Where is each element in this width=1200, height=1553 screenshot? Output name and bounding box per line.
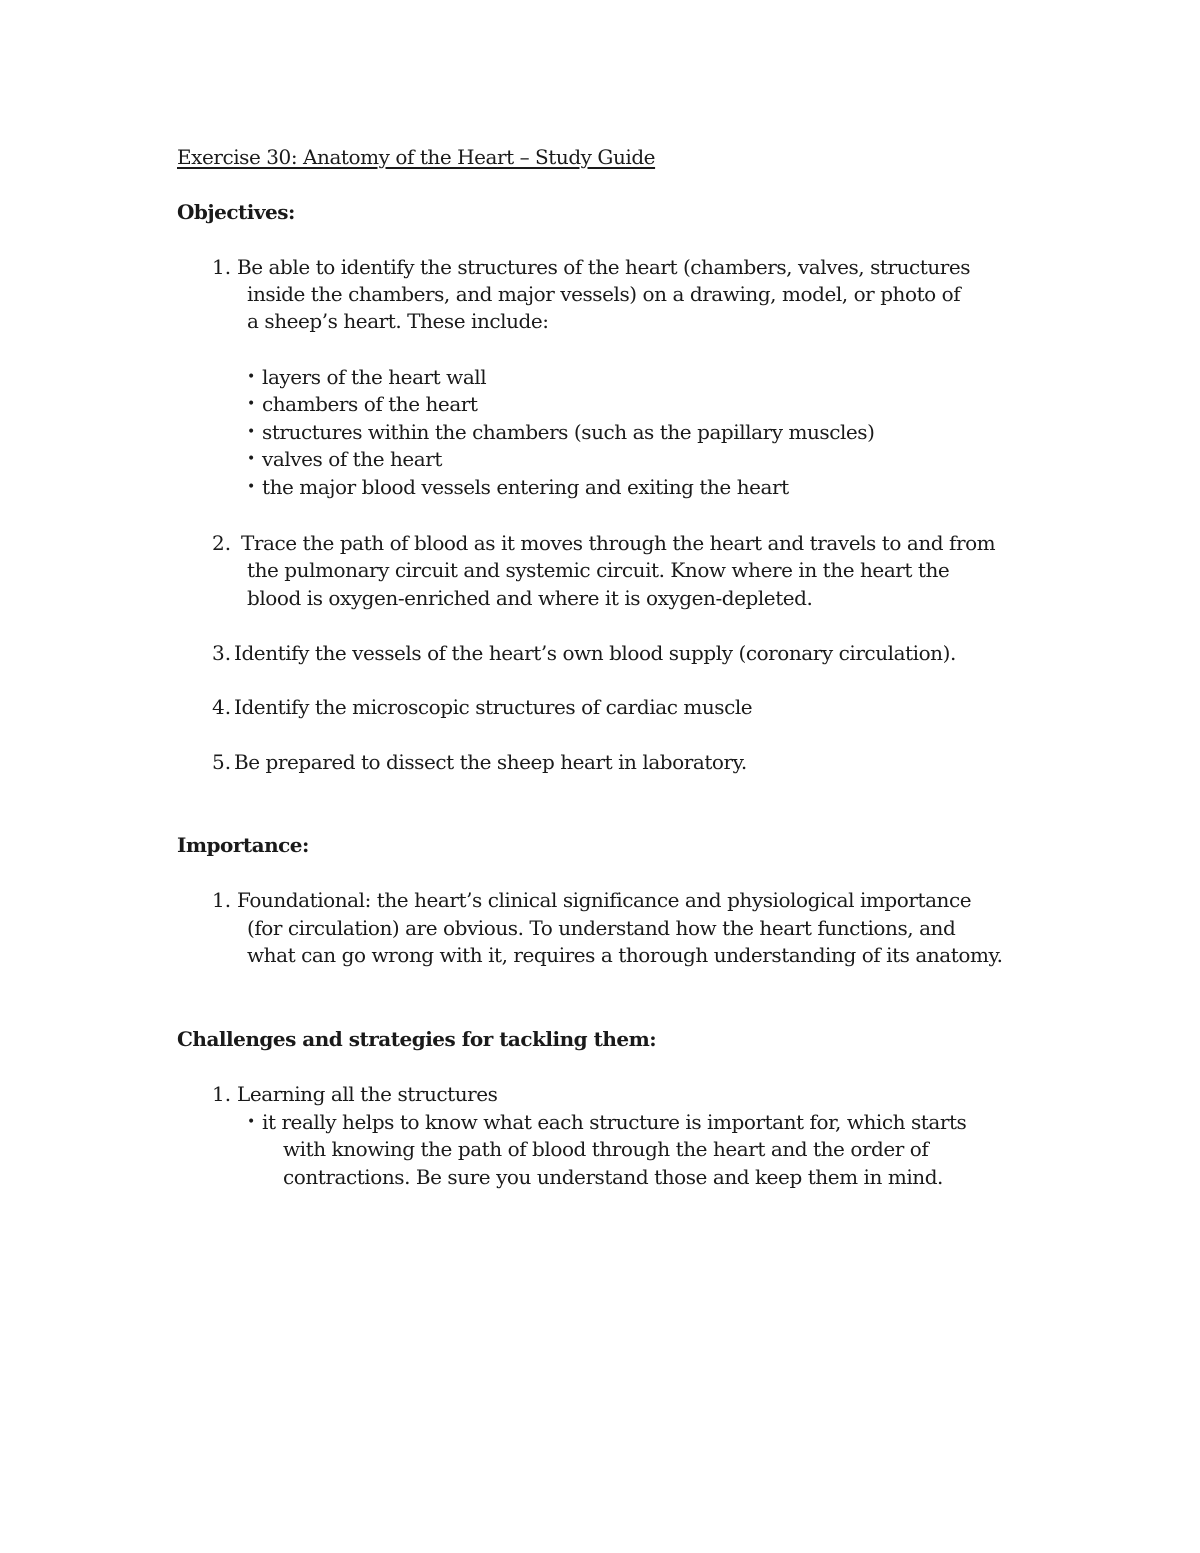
objective-1-bullet-5: the major blood vessels entering and exiting the heart bbox=[262, 475, 789, 499]
challenge-1-bullet-line-1: it really helps to know what each structure is important for, which starts bbox=[262, 1110, 967, 1134]
importance-1-line-2: (for circulation) are obvious. To understand how the heart functions, and bbox=[247, 916, 956, 940]
objective-3-number: 3. bbox=[212, 641, 232, 665]
document-title: Exercise 30: Anatomy of the Heart – Study Guide bbox=[177, 145, 656, 169]
objective-1-bullet-4: valves of the heart bbox=[262, 447, 442, 471]
objective-1-bullet-3: structures within the chambers (such as the papillary muscles) bbox=[262, 420, 875, 444]
challenge-1-number: 1. bbox=[212, 1082, 232, 1106]
challenge-1-text: Learning all the structures bbox=[237, 1082, 498, 1106]
bullet-icon: • bbox=[247, 396, 256, 412]
objectives-heading: Objectives: bbox=[177, 200, 295, 224]
objective-2-line-2: the pulmonary circuit and systemic circuit. Know where in the heart the bbox=[247, 558, 950, 582]
importance-1-number: 1. bbox=[212, 888, 232, 912]
objective-2-line-3: blood is oxygen-enriched and where it is oxygen-depleted. bbox=[247, 586, 813, 610]
objective-1-bullet-1: layers of the heart wall bbox=[262, 365, 487, 389]
objective-4-number: 4. bbox=[212, 695, 232, 719]
bullet-icon: • bbox=[247, 1114, 256, 1130]
objective-1-line-1: Be able to identify the structures of the heart (chambers, valves, structures bbox=[237, 255, 971, 279]
bullet-icon: • bbox=[247, 424, 256, 440]
objective-1-line-2: inside the chambers, and major vessels) on a drawing, model, or photo of bbox=[247, 282, 961, 306]
objective-2-number: 2. bbox=[212, 531, 232, 555]
objective-1-bullet-2: chambers of the heart bbox=[262, 392, 478, 416]
challenge-1-bullet-line-2: with knowing the path of blood through the heart and the order of bbox=[283, 1137, 929, 1161]
bullet-icon: • bbox=[247, 479, 256, 495]
objective-3-text: Identify the vessels of the heart’s own blood supply (coronary circulation). bbox=[234, 641, 956, 665]
challenge-1-bullet-line-3: contractions. Be sure you understand those and keep them in mind. bbox=[283, 1165, 943, 1189]
objective-5-text: Be prepared to dissect the sheep heart in laboratory. bbox=[234, 750, 747, 774]
objective-1-number: 1. bbox=[212, 255, 232, 279]
objective-5-number: 5. bbox=[212, 750, 232, 774]
importance-heading: Importance: bbox=[177, 833, 309, 857]
objective-1-line-3: a sheep’s heart. These include: bbox=[247, 309, 549, 333]
objective-2-line-1: Trace the path of blood as it moves through the heart and travels to and from bbox=[241, 531, 996, 555]
importance-1-line-3: what can go wrong with it, requires a thorough understanding of its anatomy. bbox=[247, 943, 1003, 967]
objective-4-text: Identify the microscopic structures of cardiac muscle bbox=[234, 695, 753, 719]
bullet-icon: • bbox=[247, 451, 256, 467]
challenges-heading: Challenges and strategies for tackling them: bbox=[177, 1027, 657, 1051]
bullet-icon: • bbox=[247, 369, 256, 385]
importance-1-line-1: Foundational: the heart’s clinical significance and physiological importance bbox=[237, 888, 972, 912]
